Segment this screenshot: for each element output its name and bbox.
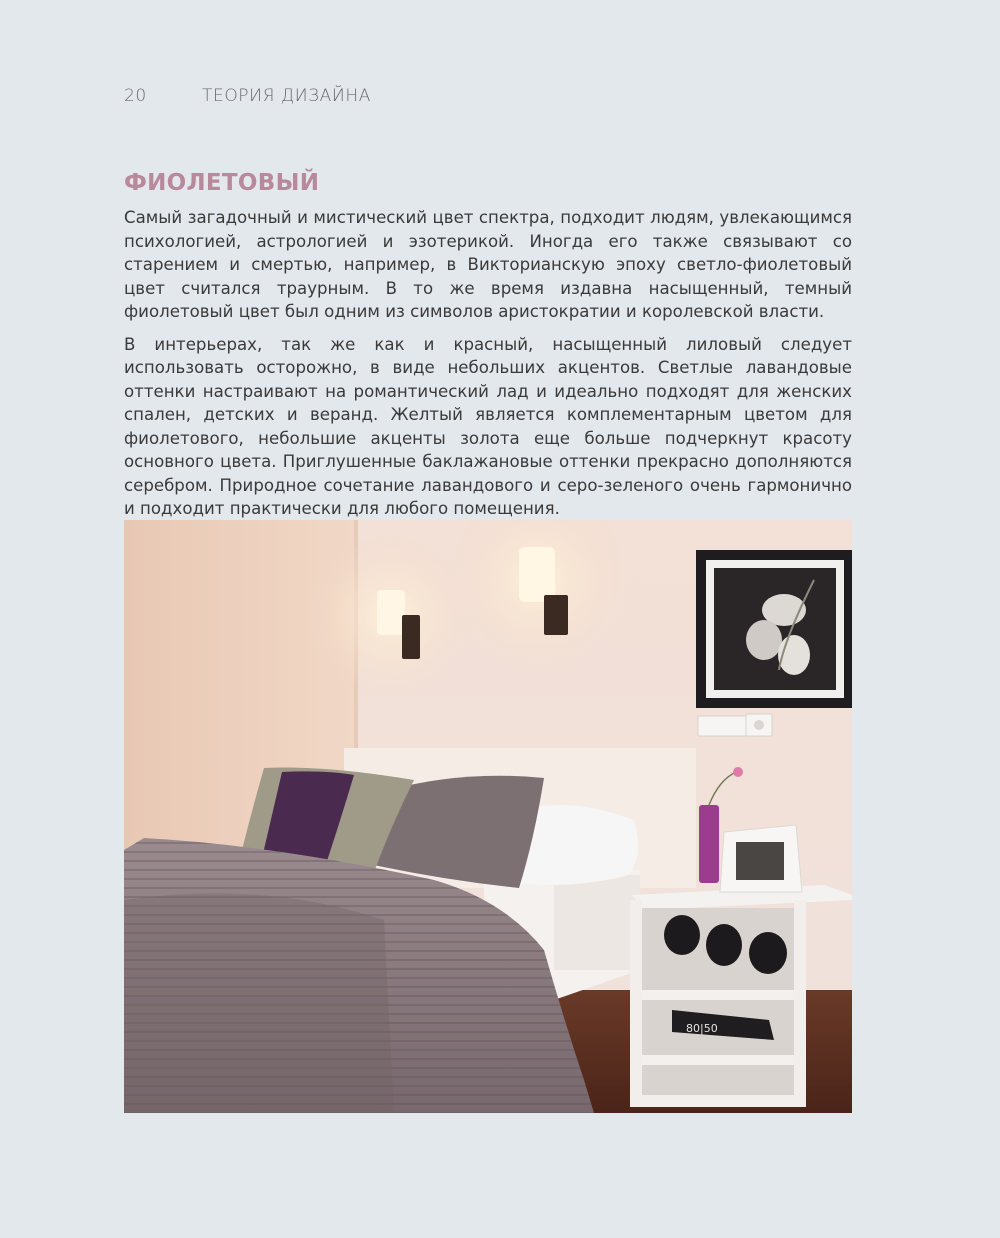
- page-number: 20: [124, 86, 147, 106]
- book-spine-text: 80|50: [686, 1022, 718, 1035]
- paragraph-2: В интерьерах, так же как и красный, насыщенный лиловый следует использовать осторожно, в виде небольших акцентов. Светлые лавандовые оттенки настраивают на романтический лад и идеально подходят для женских спален, детских и веранд. Желтый является комплементарным цветом для фиолетового, небольшие акценты золота еще больше подчеркнут красоту основного цвета. Приглушенные баклажановые оттенки прекрасно дополняются серебром. Природное сочетание лавандового и серо-зеленого очень гармонично и подходит практически для любого помещения.: [124, 334, 852, 518]
- framed-orchid-picture: [696, 550, 852, 708]
- purple-vase: [699, 805, 719, 883]
- photo-frame: [720, 825, 802, 892]
- section-body: [124, 206, 852, 530]
- running-header: [124, 86, 371, 106]
- paragraph-1: Самый загадочный и мистический цвет спектра, подходит людям, увлекающимся психологией, астрологией и эзотерикой. Иногда его также связывают со старением и смертью, например, в Викторианскую эпоху светло-фиолетовый цвет считался траурным. В то же время издавна насыщенный, темный фиолетовый цвет был одним из символов аристократии и королевской власти.: [124, 208, 852, 321]
- bedroom-photo: [124, 520, 852, 1113]
- running-title: ТЕОРИЯ ДИЗАЙНА: [202, 86, 371, 106]
- section-title: ФИОЛЕТОВЫЙ: [124, 170, 320, 196]
